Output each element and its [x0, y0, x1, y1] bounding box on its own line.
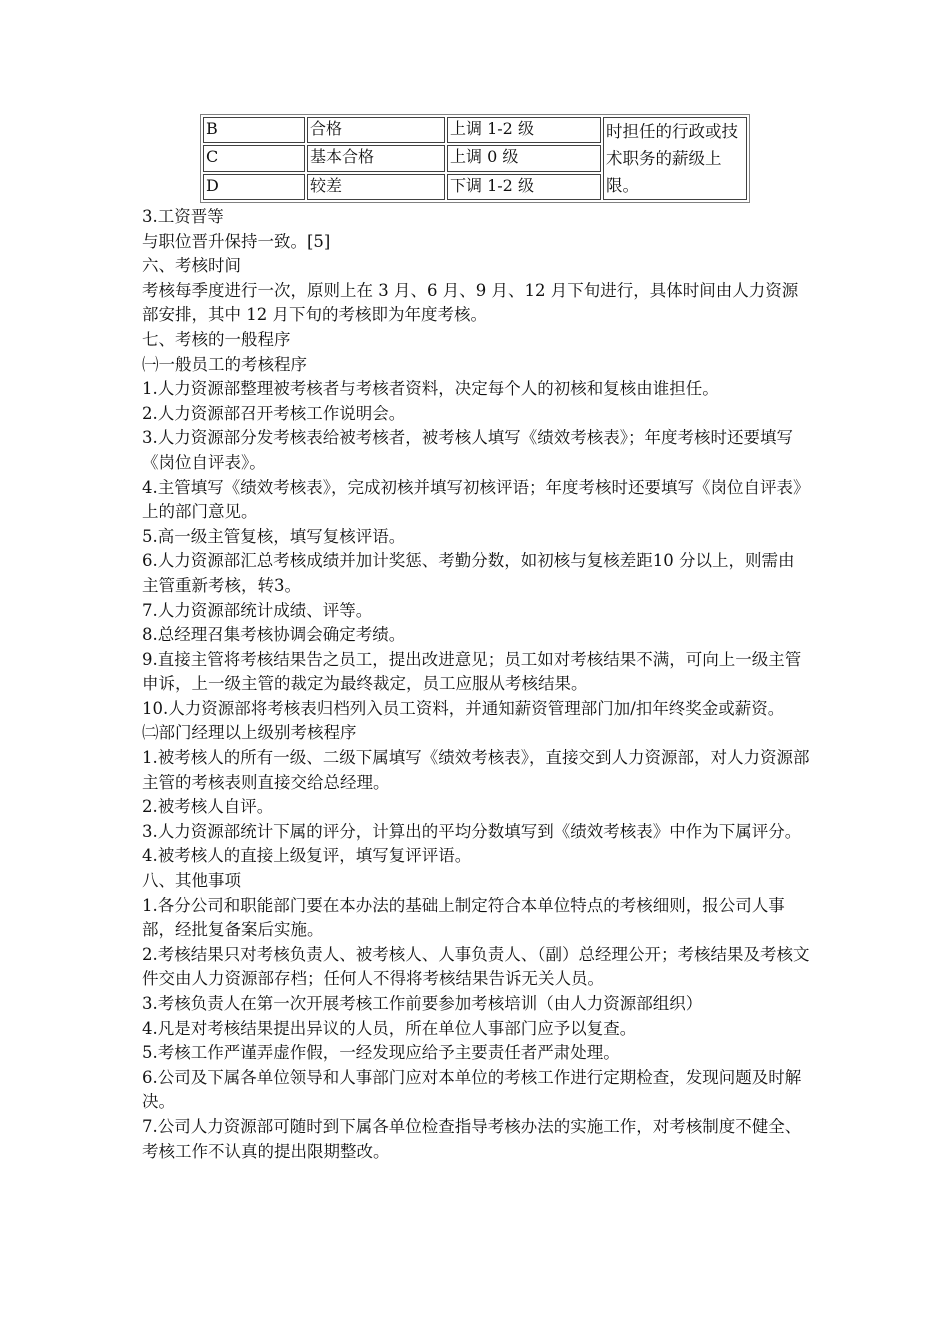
- paragraph: 4.主管填写《绩效考核表》，完成初核并填写初核评语；年度考核时还要填写《岗位自评表》上的部门意见。: [142, 477, 810, 522]
- paragraph: 2.人力资源部召开考核工作说明会。: [142, 403, 406, 423]
- section-heading: 七、考核的一般程序: [142, 329, 291, 349]
- table-row: [203, 117, 747, 143]
- paragraph: 10.人力资源部将考核表归档列入员工资料，并通知薪资管理部门加/扣年终奖金或薪资。: [142, 698, 785, 718]
- paragraph: 6.人力资源部汇总考核成绩并加计奖惩、考勤分数，如初核与复核差距10 分以上，则需由主管重新考核，转3。: [142, 551, 795, 595]
- grade-cell: C: [203, 145, 305, 171]
- paragraph: 6.公司及下属各单位领导和人事部门应对本单位的考核工作进行定期检查，发现问题及时解决。: [142, 1067, 802, 1112]
- paragraph: 4.被考核人的直接上级复评，填写复评评语。: [142, 846, 472, 866]
- section-heading: 八、其他事项: [142, 871, 241, 891]
- section-heading: 六、考核时间: [142, 256, 241, 276]
- subsection-heading: ㈠一般员工的考核程序: [142, 354, 307, 374]
- paragraph: 3.工资晋等: [142, 207, 224, 226]
- paragraph: 7.公司人力资源部可随时到下属各单位检查指导考核办法的实施工作，对考核制度不健全、考核工作不认真的提出限期整改。: [142, 1116, 802, 1161]
- grade-cell: D: [203, 174, 305, 200]
- paragraph: 1.各分公司和职能部门要在本办法的基础上制定符合本单位特点的考核细则，报公司人事部，经批复备案后实施。: [142, 895, 785, 940]
- paragraph: 3.考核负责人在第一次开展考核工作前要参加考核培训（由人力资源部组织）: [142, 994, 703, 1013]
- paragraph: 9.直接主管将考核结果告之员工，提出改进意见；员工如对考核结果不满，可向上一级主管申诉，上一级主管的裁定为最终裁定，员工应服从考核结果。: [142, 649, 802, 694]
- adjust-cell: 上调 1-2 级: [447, 117, 601, 143]
- paragraph: 4.凡是对考核结果提出异议的人员，所在单位人事部门应予以复查。: [142, 1018, 637, 1038]
- paragraph: 8.总经理召集考核协调会确定考绩。: [142, 625, 406, 645]
- paragraph: 2.考核结果只对考核负责人、被考核人、人事负责人、（副）总经理公开；考核结果及考核文件交由人力资源部存档；任何人不得将考核结果告诉无关人员。: [142, 944, 810, 989]
- paragraph: 5.高一级主管复核，填写复核评语。: [142, 526, 406, 546]
- paragraph: 1.人力资源部整理被考核者与考核者资料，决定每个人的初核和复核由谁担任。: [142, 379, 719, 399]
- paragraph: 3.人力资源部统计下属的评分，计算出的平均分数填写到《绩效考核表》中作为下属评分。: [142, 821, 802, 841]
- note-cell: 时担任的行政或技术职务的薪级上限。: [603, 117, 747, 200]
- paragraph: 7.人力资源部统计成绩、评等。: [142, 600, 373, 620]
- paragraph: 2.被考核人自评。: [142, 797, 274, 817]
- paragraph: 考核每季度进行一次，原则上在 3 月、6 月、9 月、12 月下旬进行，具体时间由人力资源部安排，其中 12 月下旬的考核即为年度考核。: [142, 280, 799, 325]
- document-page: [142, 114, 810, 1164]
- level-cell: 较差: [307, 174, 445, 200]
- level-cell: 基本合格: [307, 145, 445, 171]
- grade-cell: B: [203, 117, 305, 143]
- adjust-cell: 下调 1-2 级: [447, 174, 601, 200]
- subsection-heading: ㈡部门经理以上级别考核程序: [142, 723, 357, 743]
- paragraph: 3.人力资源部分发考核表给被考核者，被考核人填写《绩效考核表》；年度考核时还要填写《岗位自评表》。: [142, 428, 793, 472]
- paragraph: 与职位晋升保持一致。[5]: [142, 231, 331, 251]
- adjust-cell: 上调 0 级: [447, 145, 601, 171]
- level-cell: 合格: [307, 117, 445, 143]
- document-body: [142, 205, 810, 1164]
- paragraph: 5.考核工作严谨弄虚作假，一经发现应给予主要责任者严肃处理。: [142, 1043, 620, 1063]
- grade-table: [200, 114, 750, 203]
- paragraph: 1.被考核人的所有一级、二级下属填写《绩效考核表》，直接交到人力资源部，对人力资源部主管的考核表则直接交给总经理。: [142, 748, 810, 792]
